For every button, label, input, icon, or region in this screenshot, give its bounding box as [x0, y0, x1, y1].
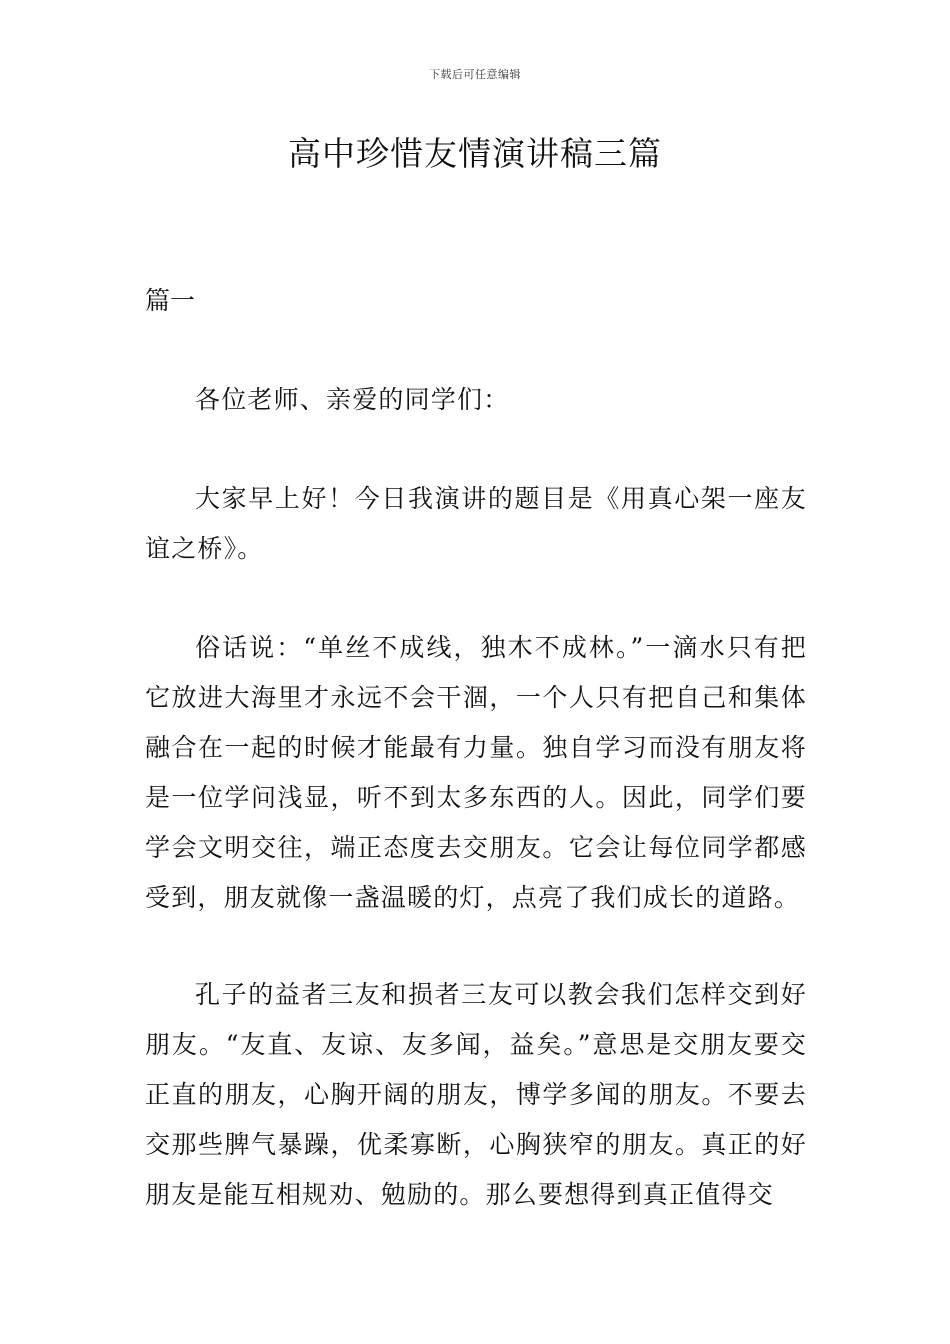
paragraph-2: 俗话说：“单丝不成线，独木不成林。”一滴水只有把它放进大海里才永远不会干涸，一个人只有把自己和集体融合在一起的时候才能最有力量。独自学习而没有朋友将是一位学问浅显，听不到太多东西的人。因此，同学们要学会文明交往，端正态度去交朋友。它会让每位同学都感受到，朋友就像一盏温暖的灯，点亮了我们成长的道路。 — [145, 633, 807, 912]
header-note: 下载后可任意编辑 — [429, 68, 521, 81]
section-label: 篇一 — [145, 286, 196, 315]
greeting-paragraph: 各位老师、亲爱的同学们： — [195, 385, 510, 414]
paragraph-3: 孔子的益者三友和损者三友可以教会我们怎样交到好朋友。“友直、友谅、友多闻，益矣。”意思是交朋友要交正直的朋友，心胸开阔的朋友，博学多闻的朋友。不要去交那些脾气暴躁，优柔寡断，心胸狭窄的朋友。真正的好朋友是能互相规劝、勉励的。那么要想得到真正值得交 — [145, 980, 807, 1209]
document-title: 高中珍惜友情演讲稿三篇 — [288, 134, 662, 173]
paragraph-1: 大家早上好！今日我演讲的题目是《用真心架一座友谊之桥》。 — [145, 484, 807, 563]
